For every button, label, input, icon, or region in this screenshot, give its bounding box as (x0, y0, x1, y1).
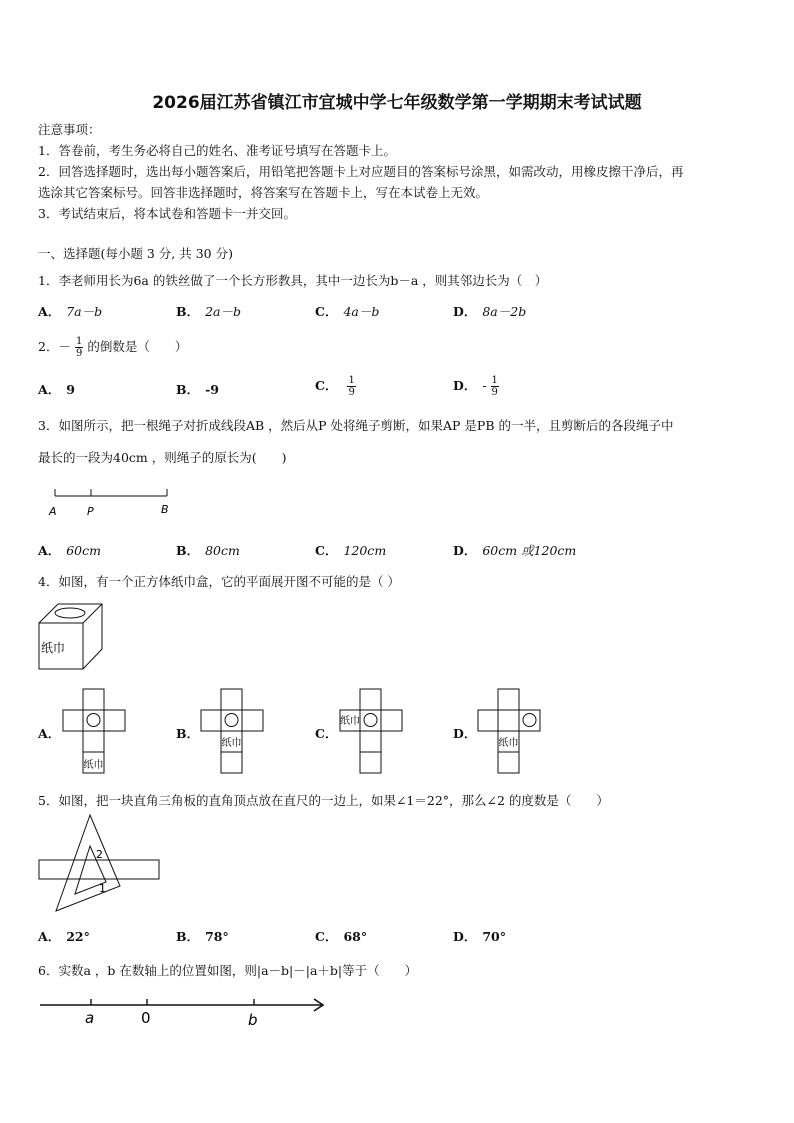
q5-option-a: A． 22° (38, 929, 90, 944)
q1-option-c: C． 4a－b (315, 304, 380, 319)
net-b-label: 纸巾 (221, 738, 242, 749)
section-heading: 一、选择题(每小题 3 分, 共 30 分) (38, 246, 233, 261)
q4-option-d: D． (453, 726, 477, 741)
page-title: 2026届江苏省镇江市宜城中学七年级数学第一学期期末考试试题 (152, 93, 642, 113)
q3-option-a: A． 60cm (38, 543, 101, 558)
box-label: 纸巾 (41, 641, 66, 655)
q5-option-b: B． 78° (176, 929, 229, 944)
notice-heading: 注意事项： (38, 122, 101, 137)
notice-item-2-cont: 选涂其它答案标号。回答非选择题时，将答案写在答题卡上，写在本试卷上无效。 (38, 185, 489, 200)
point-b-label: B (161, 503, 169, 516)
q3-option-d: D． 60cm 或120cm (453, 543, 577, 558)
q1-option-b: B． 2a－b (176, 304, 241, 319)
segment-ab-figure (45, 484, 185, 520)
triangle-ruler-figure (38, 814, 164, 914)
question-3-stem-line2: 最长的一段为40cm ，则绳子的原长为( ) (38, 450, 287, 465)
tissue-box-figure (38, 603, 108, 673)
number-line-b-label: b (248, 1011, 258, 1029)
q2-option-a: A． 9 (38, 382, 75, 397)
net-c-figure (339, 688, 403, 774)
question-5-stem: 5．如图，把一块直角三角板的直角顶点放在直尺的一边上，如果∠1＝22°，那么∠2 的度数是（ ） (38, 793, 609, 808)
number-line-zero-label: 0 (141, 1009, 151, 1027)
fraction-one-ninth: $\frac{1}{9}$ (75, 336, 83, 359)
net-d-figure (477, 688, 541, 774)
q4-option-a: A． (38, 726, 61, 741)
q5-option-d: D． 70° (453, 929, 506, 944)
q4-option-b: B． (176, 726, 200, 741)
notice-item-3: 3．考试结束后，将本试卷和答题卡一并交回。 (38, 206, 296, 221)
question-1-stem: 1．李老师用长为6a 的铁丝做了一个长方形教具，其中一边长为b－a ，则其邻边长为（ ） (38, 273, 548, 288)
net-c-label: 纸巾 (340, 716, 360, 727)
notice-item-1: 1．答卷前，考生务必将自己的姓名、准考证号填写在答题卡上。 (38, 143, 396, 158)
question-3-stem-line1: 3．如图所示，把一根绳子对折成线段AB ，然后从P 处将绳子剪断，如果AP 是PB 的一半，且剪断后的各段绳子中 (38, 418, 674, 433)
q1-option-a: A． 7a－b (38, 304, 103, 319)
question-2-stem: 2．－ $\frac{1}{9}$ 的倒数是（ ） (38, 336, 188, 359)
net-d-label: 纸巾 (498, 738, 519, 749)
angle-2-label: 2 (96, 848, 103, 861)
q2-option-b: B． -9 (176, 382, 219, 397)
q2-option-d: D． - $\frac{1}{9}$ (453, 375, 498, 398)
question-6-stem: 6．实数a ，b 在数轴上的位置如图，则|a－b|－|a＋b|等于（ ） (38, 963, 418, 978)
number-line-a-label: a (85, 1009, 95, 1027)
q2-option-c: C． $\frac{1}{9}$ (315, 375, 355, 398)
q4-option-c: C． (315, 726, 338, 741)
point-p-label: P (87, 505, 94, 518)
number-line-figure (38, 994, 328, 1030)
net-a-figure (62, 688, 126, 774)
net-a-label: 纸巾 (83, 760, 104, 771)
q5-option-c: C． 68° (315, 929, 368, 944)
q3-option-b: B． 80cm (176, 543, 240, 558)
notice-item-2: 2．回答选择题时，选出每小题答案后，用铅笔把答题卡上对应题目的答案标号涂黑，如需改动，用橡皮擦干净后，再 (38, 164, 684, 179)
q3-option-c: C． 120cm (315, 543, 387, 558)
point-a-label: A (49, 505, 57, 518)
net-b-figure (200, 688, 264, 774)
question-4-stem: 4．如图，有一个正方体纸巾盒，它的平面展开图不可能的是（ ） (38, 574, 400, 589)
q1-option-d: D． 8a－2b (453, 304, 527, 319)
angle-1-label: 1 (99, 882, 106, 895)
